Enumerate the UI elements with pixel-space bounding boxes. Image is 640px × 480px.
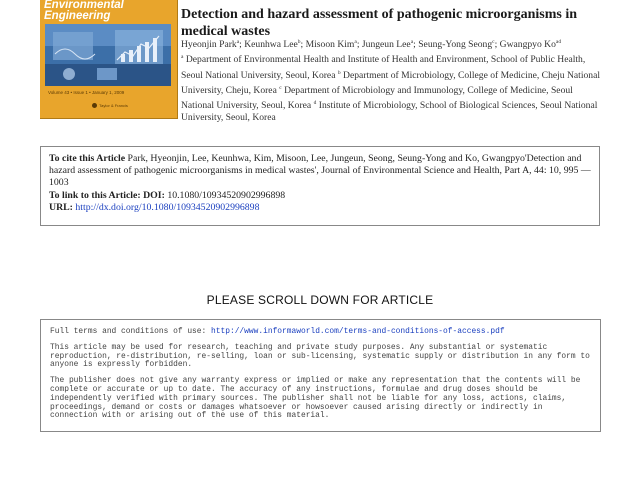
affiliation-text: Institute of Microbiology, School of Biological Sciences, Seoul National University, Seoul, Korea <box>181 100 598 124</box>
affiliation-marker: d <box>313 100 317 107</box>
terms-intro: Full terms and conditions of use: <box>50 327 207 336</box>
affiliation-marker: b <box>337 69 341 76</box>
author-aff-marker: c <box>492 39 495 45</box>
link-label: To link to this Article: DOI: <box>49 189 165 201</box>
affiliation-marker: c <box>279 84 282 91</box>
author-aff-marker: a <box>354 39 357 45</box>
cite-label: To cite this Article <box>49 153 126 164</box>
author-aff-marker: ad <box>555 39 562 45</box>
publisher-logo-icon <box>92 103 97 108</box>
affiliation-text: Department of Microbiology, College of Medicine, Cheju National University, Cheju, Korea <box>181 69 601 96</box>
citation-box <box>40 146 600 226</box>
citation-row <box>49 153 591 190</box>
cite-text: Park, Hyeonjin, Lee, Keunhwa, Kim, Misoon, Lee, Jungeun, Seong, Seung-Yong and Ko, Gwangpyo'Detection and hazard assessment of pathogenic microorganisms in medical wastes', Journal of Environmental Science and Health, Part A, 44: 10, 995 — 1003 <box>49 153 591 189</box>
cover-publisher <box>80 103 140 108</box>
terms-para-disclaimer: The publisher does not give any warranty express or implied or make any representation that the contents will be complete or accurate or up to date. The accuracy of any instructions, formulae and drug doses should be independently verified with primary sources. The publisher shall not be liable for any loss, actions, claims, proceedings, demand or costs or damages whatsoever or howsoever caused arising directly or indirectly in connection with or arising out of the use of this material. <box>50 376 581 421</box>
scroll-down-message: PLEASE SCROLL DOWN FOR ARTICLE <box>206 293 434 307</box>
terms-box <box>40 319 601 432</box>
cover-title-line1: Environmental <box>44 0 124 11</box>
author-name: Hyeonjin Park <box>181 39 237 50</box>
affiliation-marker: a <box>181 54 184 61</box>
author-name: Misoon Kim <box>305 39 355 50</box>
author-name: Jungeun Lee <box>361 39 411 50</box>
article-url-link[interactable]: http://dx.doi.org/10.1080/10934520902996898 <box>75 201 260 213</box>
terms-intro-para <box>50 328 591 337</box>
affiliation-text: Department of Environmental Health and Institute of Health and Environment, School of Public Health, Seoul National University, Seoul, Korea <box>181 54 586 81</box>
author-name: Seung-Yong Seong <box>418 39 493 50</box>
author-name: Keunhwa Lee <box>244 39 298 50</box>
cover-illustration <box>45 24 171 86</box>
terms-para-usage: This article may be used for research, teaching and private study purposes. Any substantial or systematic reproduction, re-distribution, re-selling, loan or sub-licensing, systematic supply or distribution in any form to anyone is expressly forbidden. <box>50 342 590 370</box>
cover-title <box>44 0 174 22</box>
terms-link[interactable]: http://www.informaworld.com/terms-and-conditions-of-access.pdf <box>211 327 505 336</box>
doi-row <box>49 190 591 202</box>
cover-volume-line: Volume 43 • Issue 1 • January 1, 2009 <box>48 90 125 95</box>
author-aff-marker: a <box>410 39 414 45</box>
cover-illustration-graphic <box>45 24 171 86</box>
url-row <box>49 202 591 214</box>
affiliation-text: Department of Microbiology and Immunology, College of Medicine, Seoul National University, Seoul, Korea <box>181 84 573 112</box>
cover-publisher-name: Taylor & Francis <box>99 103 128 108</box>
doi-value: 10.1080/10934520902996898 <box>167 189 286 201</box>
journal-cover <box>40 0 178 119</box>
cover-title-line2: Engineering <box>44 10 111 22</box>
author-aff-marker: a <box>236 39 240 45</box>
author-name: Gwangpyo Ko <box>499 39 556 50</box>
author-affiliations: Hyeonjin Park$^a$; Keunhwa Lee$^b$; Misoon Kim$^a$; Jungeun Lee$^a$; Seung-Yong Seong$^c$; Gwangpyo $Ko^{ad}$ $^a$ Department of Environmental Health and Institute of Health and Environment, School of Public Health, Seoul National University, Seoul, Korea $^b$ Department of Microbiology, College of Medicine, Cheju National University, Cheju, Korea $^c$ Department of Microbiology and Immunology, College of Medicine, Seoul National University, Seoul, Korea $^d$ Institute of Microbiology, School of Biological Sciences, Seoul National University, Seoul, Korea <box>181 39 601 124</box>
url-label: URL: <box>49 201 73 213</box>
author-aff-marker: b <box>297 39 301 45</box>
article-title: Detection and hazard assessment of pathogenic microorganisms in medical wastes <box>181 7 578 39</box>
